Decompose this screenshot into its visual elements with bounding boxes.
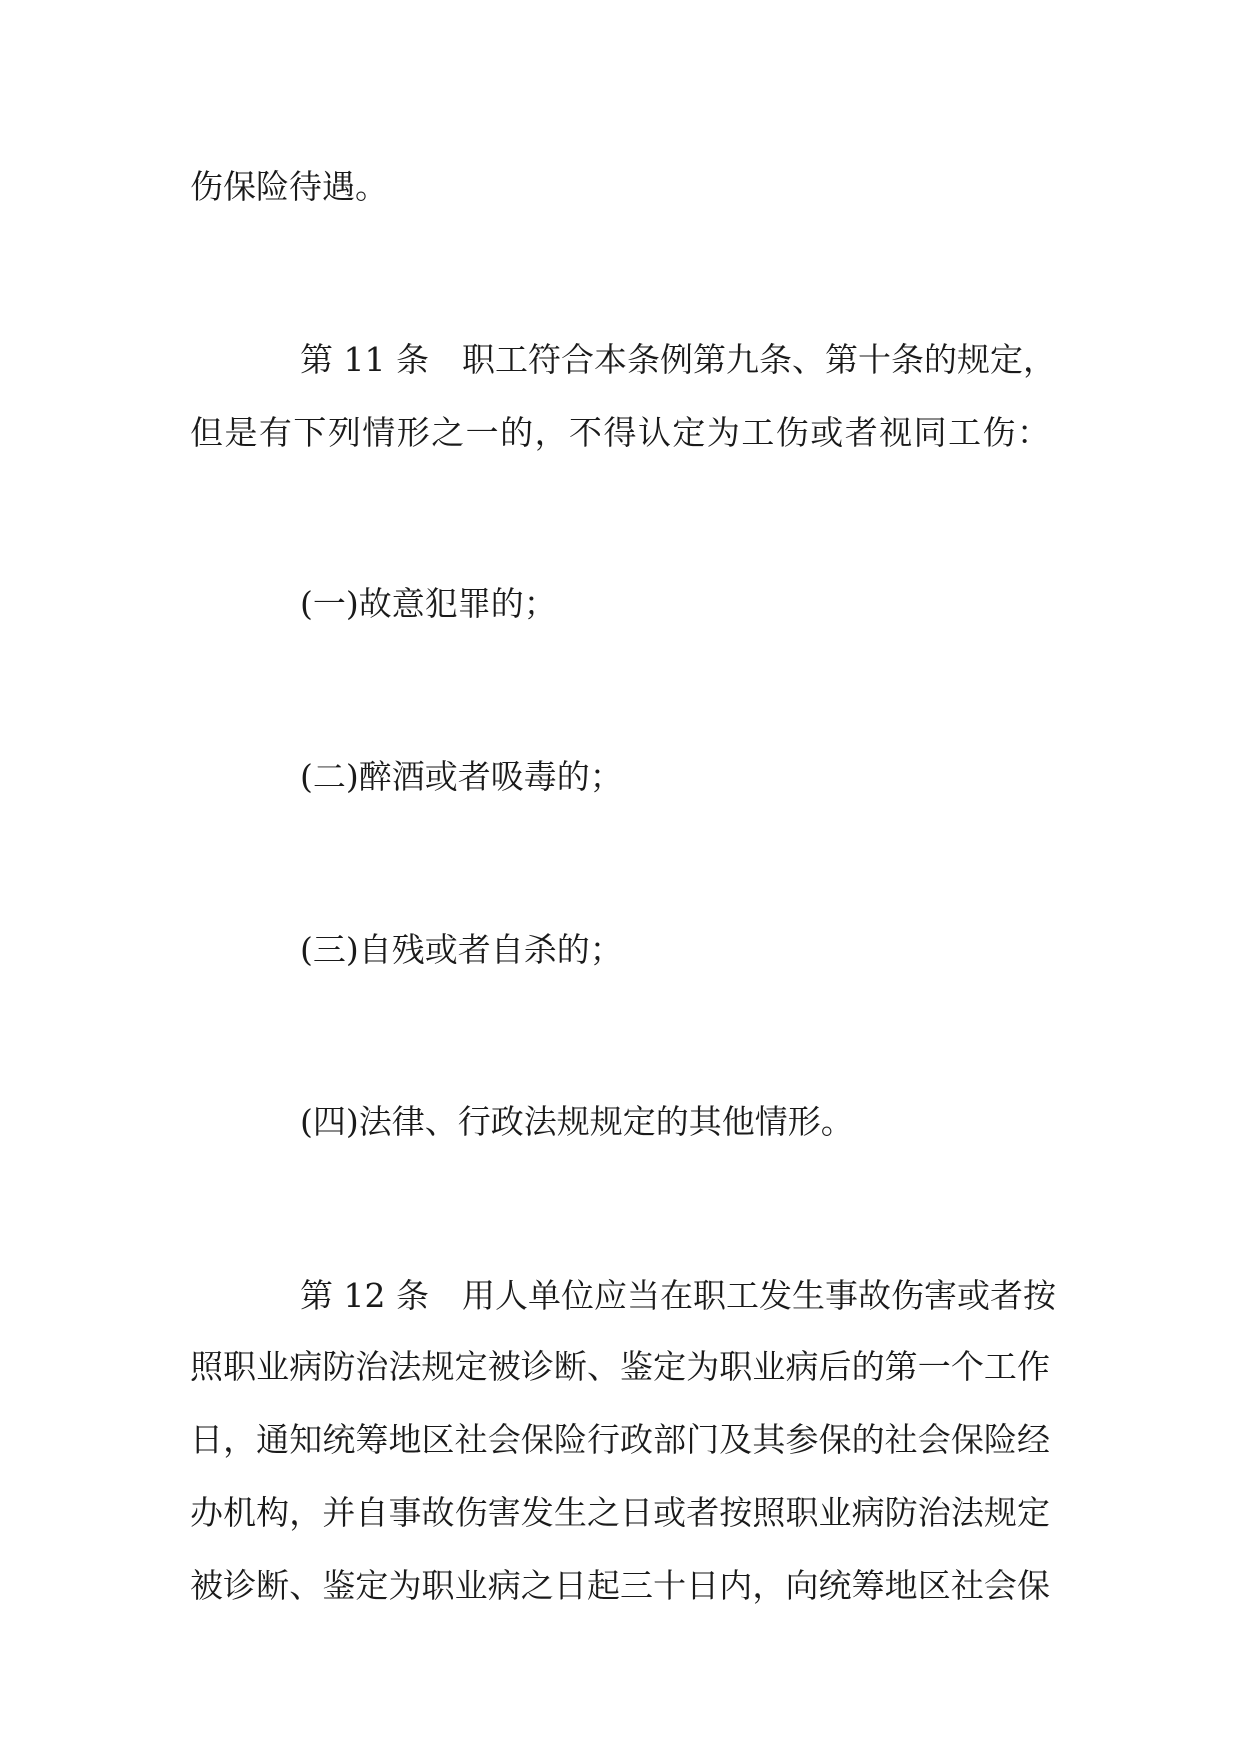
article-12-line-1: 第 12 条 用人单位应当在职工发生事故伤害或者按 [300,1276,1056,1315]
list-item-3: (三)自残或者自杀的； [300,930,623,969]
article-11-line-1: 第 11 条 职工符合本条例第九条、第十条的规定， [300,340,1056,379]
article-12-line-4: 办机构，并自事故伤害发生之日或者按照职业病防治法规定 [190,1493,1050,1532]
article-12-line-3: 日，通知统筹地区社会保险行政部门及其参保的社会保险经 [190,1420,1050,1459]
article-11-line-2: 但是有下列情形之一的，不得认定为工伤或者视同工伤： [190,413,1050,452]
article-12-line-2: 照职业病防治法规定被诊断、鉴定为职业病后的第一个工作 [190,1347,1050,1386]
continuation-text: 伤保险待遇。 [190,167,388,206]
list-item-4: (四)法律、行政法规规定的其他情形。 [300,1102,854,1141]
list-item-2: (二)醉酒或者吸毒的； [300,757,623,796]
article-12-line-5: 被诊断、鉴定为职业病之日起三十日内，向统筹地区社会保 [190,1566,1050,1605]
list-item-1: (一)故意犯罪的； [300,584,557,623]
